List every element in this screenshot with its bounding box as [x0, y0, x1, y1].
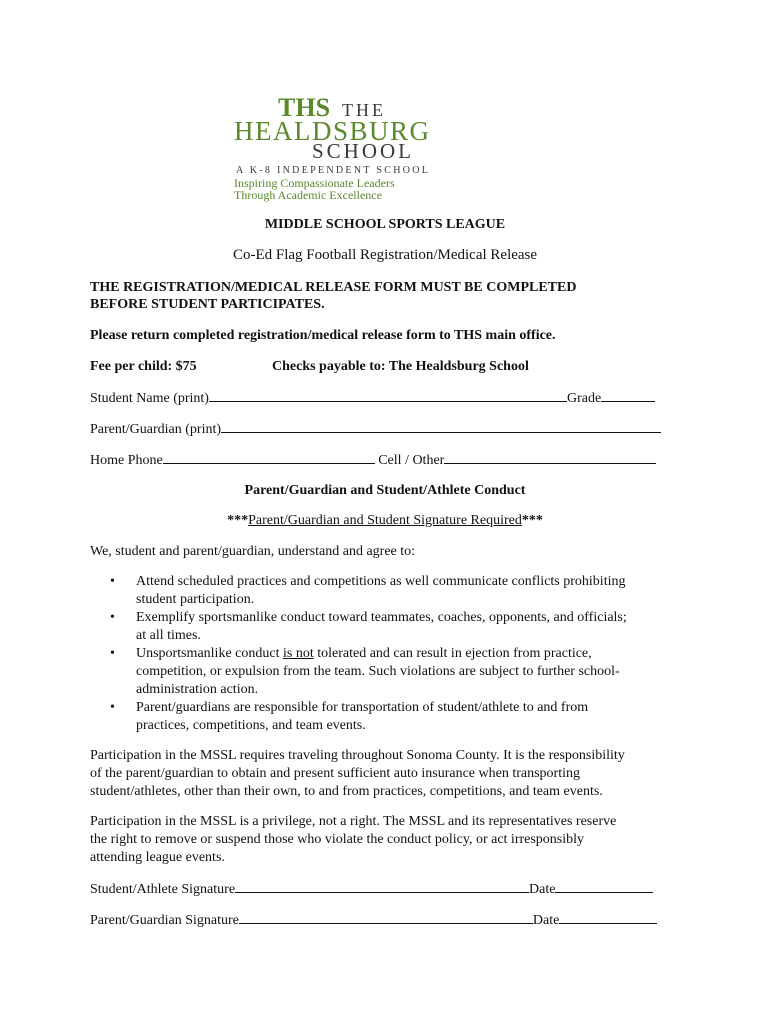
home-phone-field[interactable]: [163, 451, 375, 464]
logo-k8: A K-8 INDEPENDENT SCHOOL: [236, 165, 431, 176]
student-signature-row: [90, 880, 653, 898]
parent-date-field[interactable]: [559, 911, 657, 924]
student-date-label: Date: [529, 882, 556, 897]
list-item-underlined: is not: [282, 646, 314, 662]
return-note: Please return completed registration/medical release form to THS main office.: [90, 328, 556, 343]
student-date-field[interactable]: [555, 880, 653, 893]
notice-line-1: THE REGISTRATION/MEDICAL RELEASE FORM MUST BE COMPLETED: [90, 280, 577, 295]
paragraph-line: student/athletes, other than their own, to and from practices, competitions, and team events.: [90, 784, 603, 799]
list-item: [110, 573, 670, 608]
parent-date-label: Date: [532, 913, 560, 928]
logo-healdsburg: HEALDSBURG: [234, 116, 431, 146]
paragraph-line: Participation in the MSSL is a privilege, not a right. The MSSL and its representatives reserve: [90, 814, 617, 829]
list-item-line: [136, 645, 670, 663]
parent-guardian-field[interactable]: [221, 420, 661, 433]
paragraph-line: attending league events.: [90, 850, 225, 865]
signature-required-prefix: ***: [227, 513, 249, 528]
parent-guardian-row: [90, 420, 661, 438]
student-signature-field[interactable]: [235, 880, 529, 893]
agree-intro: We, student and parent/guardian, understand and agree to:: [90, 544, 416, 559]
school-logo: [232, 92, 532, 204]
list-item: [110, 609, 670, 644]
logo-school: SCHOOL: [312, 139, 415, 163]
bullet-icon: •: [110, 700, 115, 716]
list-item-line: Parent/guardians are responsible for transportation of student/athlete to and from: [136, 700, 589, 716]
cell-other-field[interactable]: [444, 451, 656, 464]
paragraph-line: the right to remove or suspend those who violate the conduct policy, or act irresponsibly: [90, 832, 585, 847]
student-signature-label: Student/Athlete Signature: [90, 882, 236, 897]
logo-tagline-1: Inspiring Compassionate Leaders: [234, 176, 395, 190]
home-phone-label: Home Phone: [90, 453, 163, 468]
logo-tagline-2: Through Academic Excellence: [234, 188, 382, 202]
conduct-heading: Parent/Guardian and Student/Athlete Conduct: [244, 483, 526, 498]
list-item-line: at all times.: [136, 627, 201, 643]
logo-ths: THS: [278, 93, 331, 122]
conduct-list: [110, 573, 670, 735]
phone-row: [90, 451, 656, 469]
bullet-icon: •: [110, 646, 115, 662]
signature-required-text: Parent/Guardian and Student Signature Required: [248, 513, 522, 528]
parent-signature-label: Parent/Guardian Signature: [90, 913, 239, 928]
fee-text: Fee per child: $75: [90, 359, 197, 374]
grade-label: Grade: [566, 391, 602, 406]
list-item-text: Unsportsmanlike conduct: [136, 646, 283, 662]
list-item-line: administration action.: [136, 681, 259, 697]
parent-guardian-label: Parent/Guardian (print): [90, 422, 222, 437]
student-name-field[interactable]: [209, 389, 567, 402]
cell-other-label: Cell / Other: [378, 453, 445, 468]
list-item-line: Exemplify sportsmanlike conduct toward teammates, coaches, opponents, and officials;: [136, 610, 627, 626]
notice-line-2: BEFORE STUDENT PARTICIPATES.: [90, 297, 325, 312]
signature-required-note: [0, 512, 770, 529]
document-subtitle: Co-Ed Flag Football Registration/Medical Release: [232, 247, 538, 263]
list-item-line: competition, or expulsion from the team. Such violations are subject to further school-: [136, 663, 620, 679]
school-logo-graphic: [232, 92, 532, 204]
document-title: MIDDLE SCHOOL SPORTS LEAGUE: [264, 217, 506, 232]
student-name-row: [90, 389, 655, 407]
list-item-line: practices, competitions, and team events.: [136, 717, 366, 733]
insurance-paragraph: [90, 747, 680, 801]
list-item: [110, 645, 670, 698]
grade-field[interactable]: [601, 389, 655, 402]
bullet-icon: •: [110, 574, 115, 589]
checks-payable-text: Checks payable to: The Healdsburg School: [272, 359, 529, 374]
student-name-label: Student Name (print): [90, 391, 209, 406]
logo-the: THE: [342, 100, 386, 120]
signature-required-suffix: ***: [521, 513, 543, 528]
list-item-line: Attend scheduled practices and competitions as well communicate conflicts prohibiting: [136, 574, 626, 589]
paragraph-line: Participation in the MSSL requires traveling throughout Sonoma County. It is the responsibility: [90, 748, 625, 763]
list-item-line: student participation.: [136, 591, 255, 607]
parent-signature-row: [90, 911, 657, 929]
bullet-icon: •: [110, 610, 115, 626]
privilege-paragraph: [90, 813, 680, 867]
parent-signature-field[interactable]: [239, 911, 533, 924]
list-item: [110, 699, 670, 734]
paragraph-line: of the parent/guardian to obtain and present sufficient auto insurance when transporting: [90, 766, 580, 781]
list-item-text: tolerated and can result in ejection from practice,: [313, 646, 592, 662]
